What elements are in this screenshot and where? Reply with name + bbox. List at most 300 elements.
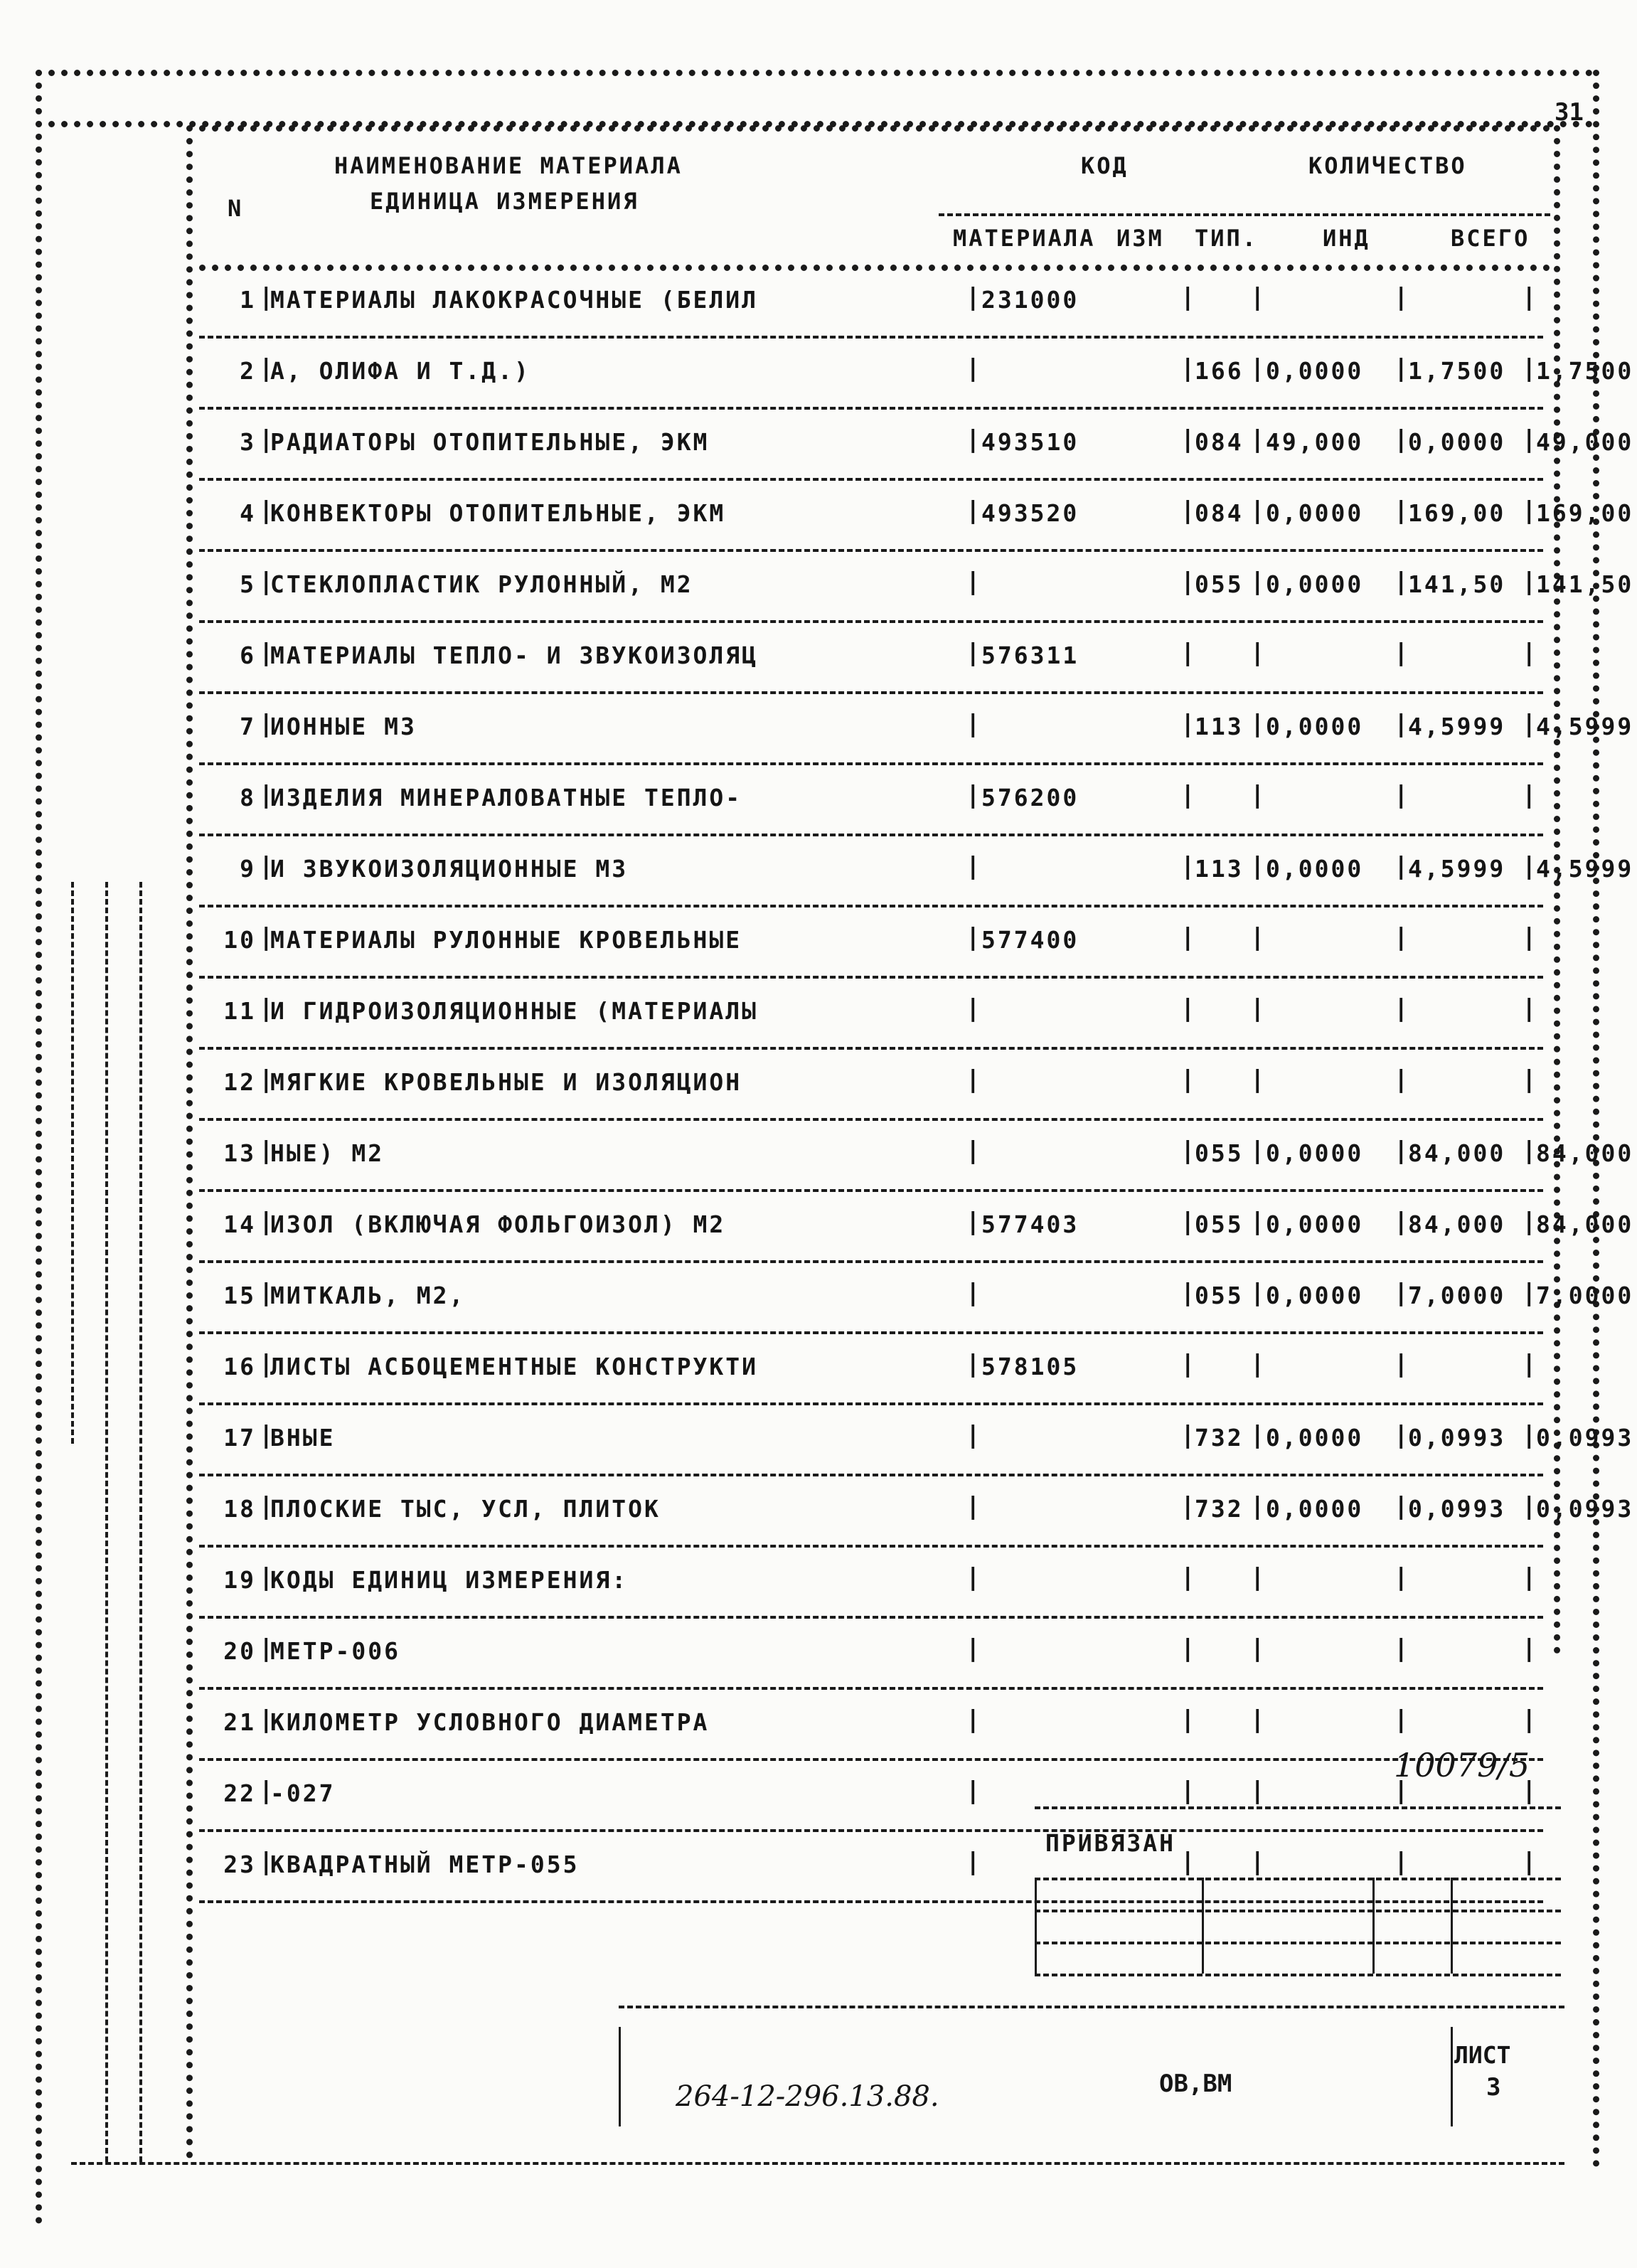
quantity-individual: 0,0000 [1408, 428, 1506, 456]
row-number: 8 [240, 784, 256, 811]
sep-unit: | [1180, 852, 1195, 880]
frame-top [36, 70, 1593, 76]
sep-code: | [966, 1279, 981, 1307]
sep-ind: | [1394, 1065, 1409, 1094]
stamp-col-2 [1202, 1878, 1204, 1974]
sep-name: | [259, 1705, 274, 1734]
quantity-typical: 0,0000 [1266, 570, 1364, 598]
quantity-total: 169,00 [1536, 499, 1634, 527]
table-row [199, 623, 1543, 694]
quantity-total: 0,0993 [1536, 1495, 1634, 1523]
sep-name: | [259, 1208, 274, 1236]
header-quantity: КОЛИЧЕСТВО [1308, 152, 1467, 179]
sep-unit: | [1180, 354, 1195, 383]
sep-name: | [259, 1421, 274, 1449]
material-name: МЯГКИЕ КРОВЕЛЬНЫЕ И ИЗОЛЯЦИОН [270, 1068, 742, 1096]
sheet-label: ЛИСТ [1454, 2041, 1511, 2069]
materials-table [199, 125, 1634, 1903]
sep-name: | [259, 425, 274, 454]
sep-code: | [966, 1563, 981, 1592]
sep-all: | [1522, 283, 1537, 312]
sep-typ: | [1250, 1136, 1265, 1165]
title-block-sheet-sep [1451, 2027, 1453, 2126]
sep-name: | [259, 1634, 274, 1663]
header-code: КОД [1081, 152, 1129, 179]
sep-typ: | [1250, 1634, 1265, 1663]
sep-code: | [966, 568, 981, 596]
row-number: 17 [223, 1424, 256, 1452]
sep-name: | [259, 1848, 274, 1876]
row-number: 18 [223, 1495, 256, 1523]
unit-code: 113 [1195, 713, 1244, 740]
sep-unit: | [1180, 994, 1195, 1023]
sep-ind: | [1394, 994, 1409, 1023]
sep-ind: | [1394, 852, 1409, 880]
sep-name: | [259, 354, 274, 383]
quantity-typical: 0,0000 [1266, 357, 1364, 385]
table-row [199, 267, 1543, 339]
sep-ind: | [1394, 639, 1409, 667]
sep-name: | [259, 1777, 274, 1805]
quantity-typical: 0,0000 [1266, 1210, 1364, 1238]
sep-all: | [1522, 639, 1537, 667]
header-name-line2: ЕДИНИЦА ИЗМЕРЕНИЯ [370, 188, 639, 215]
stamp-rule-5 [1035, 1974, 1561, 1976]
table-row [199, 1690, 1543, 1761]
unit-code: 732 [1195, 1495, 1244, 1523]
sep-code: | [966, 710, 981, 738]
title-block-top [619, 2006, 1564, 2008]
quantity-typical: 0,0000 [1266, 499, 1364, 527]
document-number: 264-12-296.13.88. [676, 2080, 939, 2113]
sep-unit: | [1180, 639, 1195, 667]
sep-ind: | [1394, 1563, 1409, 1592]
quantity-individual: 169,00 [1408, 499, 1506, 527]
sep-unit: | [1180, 283, 1195, 312]
unit-code: 055 [1195, 1210, 1244, 1238]
sep-ind: | [1394, 1492, 1409, 1521]
material-name: КИЛОМЕТР УСЛОВНОГО ДИАМЕТРА [270, 1708, 710, 1736]
sep-typ: | [1250, 496, 1265, 525]
sep-unit: | [1180, 1350, 1195, 1378]
sep-code: | [966, 425, 981, 454]
table-row [199, 836, 1634, 907]
sep-typ: | [1250, 1279, 1265, 1307]
sep-typ: | [1250, 1208, 1265, 1236]
sep-typ: | [1250, 994, 1265, 1023]
sep-unit: | [1180, 1136, 1195, 1165]
quantity-typical: 0,0000 [1266, 1282, 1364, 1309]
material-code: 493520 [981, 499, 1079, 527]
row-number: 6 [240, 641, 256, 669]
sep-all: | [1522, 1350, 1537, 1378]
sep-unit: | [1180, 1848, 1195, 1876]
binding-line-3 [139, 882, 142, 2162]
table-left-border [186, 125, 193, 2159]
table-body [199, 267, 1634, 1903]
sep-unit: | [1180, 1279, 1195, 1307]
header-name-line1: НАИМЕНОВАНИЕ МАТЕРИАЛА [334, 152, 683, 179]
sep-code: | [966, 283, 981, 312]
sep-name: | [259, 710, 274, 738]
sep-all: | [1522, 1634, 1537, 1663]
binding-line-1 [71, 882, 74, 1444]
document-section: ОВ,ВМ [1159, 2070, 1232, 2098]
row-number: 10 [223, 926, 256, 954]
row-number: 22 [223, 1779, 256, 1807]
sep-code: | [966, 781, 981, 809]
stamp-col-1 [1035, 1878, 1037, 1974]
unit-code: 113 [1195, 855, 1244, 883]
quantity-total: 141,50 [1536, 570, 1634, 598]
sep-ind: | [1394, 1777, 1409, 1805]
material-code: 231000 [981, 286, 1079, 314]
table-row [199, 1619, 1543, 1690]
sep-typ: | [1250, 923, 1265, 952]
unit-code: 166 [1195, 357, 1244, 385]
sep-ind: | [1394, 1705, 1409, 1734]
sep-ind: | [1394, 1350, 1409, 1378]
sep-ind: | [1394, 283, 1409, 312]
table-row [199, 1192, 1634, 1263]
sep-all: | [1522, 1705, 1537, 1734]
sep-typ: | [1250, 1421, 1265, 1449]
quantity-typical: 0,0000 [1266, 713, 1364, 740]
sep-code: | [966, 1777, 981, 1805]
quantity-total: 7,0000 [1536, 1282, 1634, 1309]
sep-unit: | [1180, 710, 1195, 738]
sep-unit: | [1180, 1777, 1195, 1805]
table-row [199, 1334, 1543, 1405]
material-name: А, ОЛИФА И Т.Д.) [270, 357, 530, 385]
sep-ind: | [1394, 1634, 1409, 1663]
sep-unit: | [1180, 496, 1195, 525]
sep-unit: | [1180, 1421, 1195, 1449]
sep-all: | [1522, 1136, 1537, 1165]
header-code-unit: ИЗМ [1116, 225, 1164, 252]
stamp-col-3 [1372, 1878, 1375, 1974]
handwritten-inventory-number: 10079/5 [1394, 1746, 1530, 1784]
sep-code: | [966, 639, 981, 667]
material-name: МАТЕРИАЛЫ ЛАКОКРАСОЧНЫЕ (БЕЛИЛ [270, 286, 759, 314]
sep-name: | [259, 1350, 274, 1378]
sep-code: | [966, 1705, 981, 1734]
material-name: ВНЫЕ [270, 1424, 336, 1452]
sep-typ: | [1250, 1065, 1265, 1094]
sep-code: | [966, 1136, 981, 1165]
row-number: 1 [240, 286, 256, 314]
sep-code: | [966, 354, 981, 383]
sep-all: | [1522, 923, 1537, 952]
quantity-total: 4,5999 [1536, 855, 1634, 883]
sep-ind: | [1394, 496, 1409, 525]
stamp-rule-1 [1035, 1806, 1561, 1809]
row-number: 11 [223, 997, 256, 1025]
material-name: МЕТР-006 [270, 1637, 400, 1665]
sep-code: | [966, 994, 981, 1023]
unit-code: 055 [1195, 570, 1244, 598]
unit-code: 732 [1195, 1424, 1244, 1452]
sep-name: | [259, 1065, 274, 1094]
unit-code: 084 [1195, 499, 1244, 527]
sep-ind: | [1394, 425, 1409, 454]
sep-all: | [1522, 1492, 1537, 1521]
sep-name: | [259, 1136, 274, 1165]
sep-typ: | [1250, 1492, 1265, 1521]
sep-typ: | [1250, 568, 1265, 596]
sep-ind: | [1394, 1421, 1409, 1449]
sep-name: | [259, 994, 274, 1023]
sep-code: | [966, 1492, 981, 1521]
row-number: 19 [223, 1566, 256, 1594]
material-name: ПЛОСКИЕ ТЫС, УСЛ, ПЛИТОК [270, 1495, 661, 1523]
quantity-individual: 84,000 [1408, 1139, 1506, 1167]
material-code: 576311 [981, 641, 1079, 669]
table-row [199, 1548, 1543, 1619]
sep-code: | [966, 1634, 981, 1663]
material-name: И ГИДРОИЗОЛЯЦИОННЫЕ (МАТЕРИАЛЫ [270, 997, 759, 1025]
sep-all: | [1522, 852, 1537, 880]
row-number: 14 [223, 1210, 256, 1238]
title-block-left [619, 2027, 621, 2126]
material-code: 577400 [981, 926, 1079, 954]
sep-ind: | [1394, 1279, 1409, 1307]
sep-typ: | [1250, 710, 1265, 738]
material-name: МИТКАЛЬ, М2, [270, 1282, 466, 1309]
sep-all: | [1522, 1208, 1537, 1236]
sep-unit: | [1180, 1634, 1195, 1663]
sep-name: | [259, 496, 274, 525]
header-code-material: МАТЕРИАЛА [953, 225, 1096, 252]
sep-typ: | [1250, 425, 1265, 454]
table-row [199, 1121, 1634, 1192]
stamp-col-4 [1451, 1878, 1453, 1974]
sep-name: | [259, 639, 274, 667]
sep-unit: | [1180, 568, 1195, 596]
material-name: ИЗДЕЛИЯ МИНЕРАЛОВАТНЫЕ ТЕПЛО- [270, 784, 742, 811]
sep-ind: | [1394, 710, 1409, 738]
binding-line-2 [105, 882, 108, 2162]
quantity-total: 1,7500 [1536, 357, 1634, 385]
row-number: 12 [223, 1068, 256, 1096]
quantity-individual: 4,5999 [1408, 855, 1506, 883]
sheet-number: 3 [1486, 2073, 1501, 2102]
sep-all: | [1522, 1563, 1537, 1592]
sep-code: | [966, 1065, 981, 1094]
material-name: МАТЕРИАЛЫ ТЕПЛО- И ЗВУКОИЗОЛЯЦ [270, 641, 759, 669]
sep-typ: | [1250, 1563, 1265, 1592]
material-name: РАДИАТОРЫ ОТОПИТЕЛЬНЫЕ, ЭКМ [270, 428, 710, 456]
table-row [199, 552, 1634, 623]
unit-code: 055 [1195, 1282, 1244, 1309]
row-number: 16 [223, 1353, 256, 1380]
header-mid-rule [939, 213, 1550, 216]
quantity-typical: 0,0000 [1266, 1495, 1364, 1523]
quantity-individual: 7,0000 [1408, 1282, 1506, 1309]
quantity-individual: 84,000 [1408, 1210, 1506, 1238]
row-number: 9 [240, 855, 256, 883]
material-code: 493510 [981, 428, 1079, 456]
sep-ind: | [1394, 923, 1409, 952]
quantity-individual: 0,0993 [1408, 1424, 1506, 1452]
table-row [199, 1405, 1634, 1476]
row-number: 23 [223, 1851, 256, 1878]
sep-all: | [1522, 710, 1537, 738]
sep-name: | [259, 1279, 274, 1307]
header-top-rule [199, 125, 1550, 132]
sep-unit: | [1180, 1705, 1195, 1734]
quantity-total: 84,000 [1536, 1139, 1634, 1167]
sep-unit: | [1180, 1563, 1195, 1592]
sep-ind: | [1394, 568, 1409, 596]
table-row [199, 1832, 1543, 1903]
quantity-individual: 4,5999 [1408, 713, 1506, 740]
stamp-rule-2 [1035, 1878, 1561, 1880]
sep-code: | [966, 923, 981, 952]
sep-name: | [259, 568, 274, 596]
sep-code: | [966, 1848, 981, 1876]
row-number: 20 [223, 1637, 256, 1665]
table-row [199, 410, 1634, 481]
sep-all: | [1522, 1777, 1537, 1805]
material-name: -027 [270, 1779, 336, 1807]
stamp-bound-label: ПРИВЯЗАН [1045, 1829, 1175, 1857]
quantity-typical: 0,0000 [1266, 1139, 1364, 1167]
material-name: КВАДРАТНЫЙ МЕТР-055 [270, 1851, 580, 1878]
quantity-total: 49,000 [1536, 428, 1634, 456]
sep-ind: | [1394, 1136, 1409, 1165]
material-code: 577403 [981, 1210, 1079, 1238]
sep-all: | [1522, 1421, 1537, 1449]
table-row [199, 765, 1543, 836]
material-code: 576200 [981, 784, 1079, 811]
sep-name: | [259, 923, 274, 952]
sep-name: | [259, 1492, 274, 1521]
quantity-total: 84,000 [1536, 1210, 1634, 1238]
header-qty-ind: ИНД [1323, 225, 1370, 252]
material-name: КОНВЕКТОРЫ ОТОПИТЕЛЬНЫЕ, ЭКМ [270, 499, 726, 527]
header-qty-typ: ТИП. [1195, 225, 1259, 252]
table-row [199, 1050, 1543, 1121]
stamp-rule-3 [1035, 1910, 1561, 1912]
sep-name: | [259, 852, 274, 880]
binding-bottom-line [71, 2162, 1564, 2165]
sep-name: | [259, 781, 274, 809]
sep-all: | [1522, 425, 1537, 454]
sep-all: | [1522, 1848, 1537, 1876]
material-name: МАТЕРИАЛЫ РУЛОННЫЕ КРОВЕЛЬНЫЕ [270, 926, 742, 954]
quantity-typical: 49,000 [1266, 428, 1364, 456]
table-header [199, 125, 1543, 267]
sep-typ: | [1250, 1777, 1265, 1805]
table-row [199, 1761, 1543, 1832]
sep-code: | [966, 1421, 981, 1449]
header-no: N [228, 195, 244, 222]
sep-all: | [1522, 1279, 1537, 1307]
sep-typ: | [1250, 781, 1265, 809]
sep-unit: | [1180, 923, 1195, 952]
sep-typ: | [1250, 283, 1265, 312]
sep-typ: | [1250, 639, 1265, 667]
sep-all: | [1522, 781, 1537, 809]
table-row [199, 979, 1543, 1050]
sep-unit: | [1180, 425, 1195, 454]
sep-typ: | [1250, 1705, 1265, 1734]
quantity-total: 4,5999 [1536, 713, 1634, 740]
sep-typ: | [1250, 354, 1265, 383]
header-qty-all: ВСЕГО [1451, 225, 1530, 252]
page-number: 31 [1555, 98, 1584, 127]
material-code: 578105 [981, 1353, 1079, 1380]
sep-typ: | [1250, 1848, 1265, 1876]
row-number: 5 [240, 570, 256, 598]
sep-ind: | [1394, 781, 1409, 809]
row-number: 15 [223, 1282, 256, 1309]
sep-unit: | [1180, 781, 1195, 809]
sep-all: | [1522, 1065, 1537, 1094]
sep-all: | [1522, 496, 1537, 525]
unit-code: 055 [1195, 1139, 1244, 1167]
sep-unit: | [1180, 1492, 1195, 1521]
sep-unit: | [1180, 1065, 1195, 1094]
row-number: 7 [240, 713, 256, 740]
stamp-rule-4 [1035, 1942, 1561, 1944]
row-number: 21 [223, 1708, 256, 1736]
sep-code: | [966, 852, 981, 880]
sep-all: | [1522, 994, 1537, 1023]
quantity-typical: 0,0000 [1266, 1424, 1364, 1452]
sep-ind: | [1394, 1208, 1409, 1236]
sep-code: | [966, 496, 981, 525]
sep-ind: | [1394, 354, 1409, 383]
sep-ind: | [1394, 1848, 1409, 1876]
sep-name: | [259, 283, 274, 312]
row-number: 4 [240, 499, 256, 527]
row-number: 3 [240, 428, 256, 456]
quantity-individual: 141,50 [1408, 570, 1506, 598]
frame-left [36, 70, 42, 2225]
sep-typ: | [1250, 1350, 1265, 1378]
material-name: ЛИСТЫ АСБОЦЕМЕНТНЫЕ КОНСТРУКТИ [270, 1353, 759, 1380]
sep-typ: | [1250, 852, 1265, 880]
table-row [199, 339, 1634, 410]
material-name: КОДЫ ЕДИНИЦ ИЗМЕРЕНИЯ: [270, 1566, 629, 1594]
table-row [199, 907, 1543, 979]
table-row [199, 1263, 1634, 1334]
material-name: ИОННЫЕ М3 [270, 713, 417, 740]
material-name: СТЕКЛОПЛАСТИК РУЛОННЫЙ, М2 [270, 570, 693, 598]
unit-code: 084 [1195, 428, 1244, 456]
quantity-individual: 1,7500 [1408, 357, 1506, 385]
row-number: 2 [240, 357, 256, 385]
material-name: И ЗВУКОИЗОЛЯЦИОННЫЕ М3 [270, 855, 629, 883]
quantity-typical: 0,0000 [1266, 855, 1364, 883]
row-number: 13 [223, 1139, 256, 1167]
sep-code: | [966, 1350, 981, 1378]
sep-code: | [966, 1208, 981, 1236]
table-row [199, 694, 1634, 765]
quantity-total: 0,0993 [1536, 1424, 1634, 1452]
material-name: ИЗОЛ (ВКЛЮЧАЯ ФОЛЬГОИЗОЛ) М2 [270, 1210, 726, 1238]
sep-all: | [1522, 568, 1537, 596]
quantity-individual: 0,0993 [1408, 1495, 1506, 1523]
table-row [199, 1476, 1634, 1548]
material-name: НЫЕ) М2 [270, 1139, 385, 1167]
sep-name: | [259, 1563, 274, 1592]
sep-all: | [1522, 354, 1537, 383]
sep-unit: | [1180, 1208, 1195, 1236]
table-row [199, 481, 1634, 552]
